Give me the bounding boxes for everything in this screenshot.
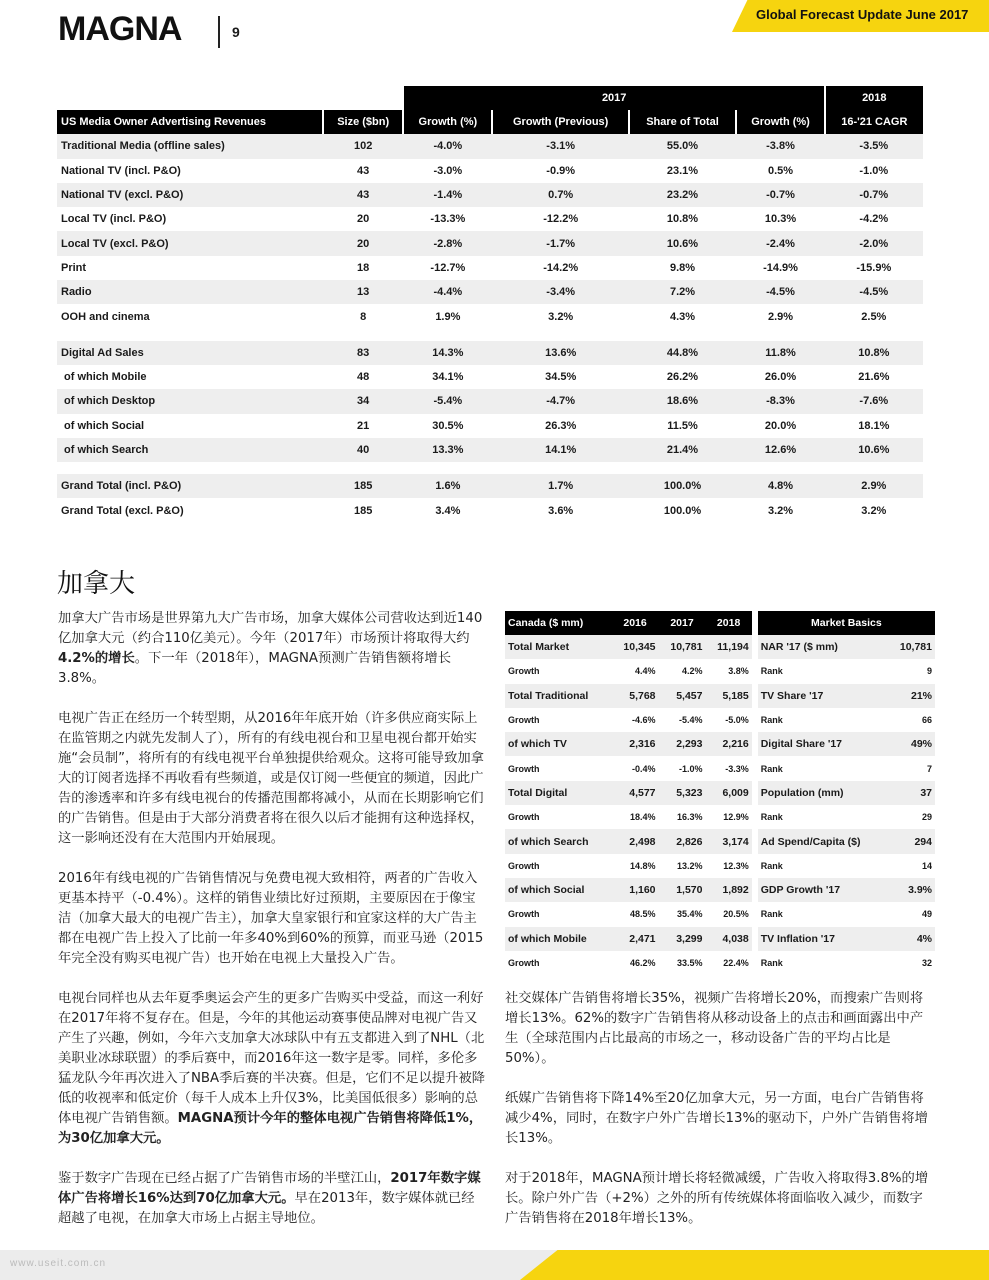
value-row	[505, 927, 935, 951]
table-cell: 23.2%	[629, 183, 736, 207]
table-cell: 3,174	[705, 829, 751, 853]
table-cell: -5.0%	[725, 715, 749, 726]
watermark: www.useit.com.cn	[10, 1258, 107, 1269]
table-cell: Grand Total (excl. P&O)	[61, 504, 184, 517]
table-cell: TV Share '17	[758, 684, 888, 708]
table-cell: 1,160	[612, 878, 659, 902]
table-cell: 100.0%	[629, 474, 736, 498]
table-cell: 29	[921, 812, 932, 823]
table-cell: Radio	[57, 280, 323, 304]
paragraph: 对于2018年，MAGNA预计增长将轻微减缓，广告收入将取得3.8%的增长。除户外广告（+2%）之外的所有传统媒体将面临收入减少，而数字广告销售将在2018年增长13%。	[505, 1171, 929, 1226]
column-header: 2018	[705, 611, 751, 635]
table-cell: -1.0%	[859, 164, 889, 177]
table-cell: -12.2%	[543, 213, 579, 226]
table-cell: 22.4%	[723, 958, 749, 968]
paragraph: 社交媒体广告销售将增长35%，视频广告将增长20%，而搜索广告则将增长13%。62%的数字广告销售将从移动设备上的点击和画面露出中产生（全球范围内占比最高的市场之一，移动设备广告的平均占比是50%）。	[505, 991, 924, 1066]
column-header: US Media Owner Advertising Revenues	[57, 110, 323, 134]
table-cell: 12.3%	[723, 860, 749, 871]
value-row	[505, 635, 935, 659]
table-cell: 3.8%	[728, 666, 749, 677]
table-cell: 3.4%	[435, 504, 461, 517]
table-cell: -5.4%	[403, 389, 492, 413]
table-cell: -1.4%	[403, 183, 492, 207]
row-gap	[57, 329, 933, 341]
document-title: Global Forecast Update June 2017	[756, 7, 969, 22]
bold-text: MAGNA预计今年的整体电视广告销售将降低1%，为30亿加拿大元。	[58, 1111, 483, 1146]
table-cell: 35.4%	[676, 909, 703, 920]
table-cell: 2.9%	[767, 310, 794, 323]
table-cell: -4.6%	[632, 715, 656, 726]
table-cell: 4.2%	[681, 666, 703, 677]
table-cell: 14.1%	[492, 438, 629, 462]
magna-logo: MAGNA	[58, 10, 182, 48]
table-cell: 18.6%	[629, 389, 736, 413]
table-cell: -1.0%	[678, 763, 703, 774]
table-cell: -0.4%	[632, 763, 656, 774]
table-cell: Rank	[760, 715, 783, 726]
table-cell: 2,216	[705, 732, 751, 756]
table-cell: 1,892	[705, 878, 751, 902]
table-cell: 13.2%	[676, 860, 703, 871]
table-cell: -4.5%	[736, 280, 825, 304]
table-cell: 4.8%	[736, 474, 825, 498]
table-cell: 10,781	[888, 635, 935, 659]
table-cell: -4.4%	[403, 280, 492, 304]
table-cell: 4.3%	[669, 310, 696, 323]
table-cell: Total Traditional	[505, 684, 612, 708]
table-cell: 13.6%	[492, 341, 629, 365]
table-cell: of which Mobile	[505, 927, 612, 951]
table-cell: -2.0%	[825, 231, 923, 255]
table-cell: 48.5%	[630, 909, 656, 920]
column-header: 16-'21 CAGR	[825, 110, 923, 134]
table-cell: -7.6%	[825, 389, 923, 413]
header-spacer	[323, 86, 403, 110]
growth-row	[505, 756, 935, 780]
header-divider	[218, 16, 220, 48]
market-basics-header: Market Basics	[758, 611, 935, 635]
table-cell: 5,323	[659, 781, 706, 805]
text-span: 电视台同样也从去年夏季奥运会产生的更多广告购买中受益，而这一利好在2017年将不复存在。但是，今年的其他运动赛事使品牌对电视广告又产生了兴趣，例如，今年六支加拿大冰球队中有五支都进入到了NHL（北美职业冰球联盟）的季后赛中，而2016年这一数字是零。同样，多伦多猛龙队今年再次进入了NBA季后赛的半决赛。但是，它们不足以提升被降低的收视率和低定价（每千人成本上升仅3%，比美国低很多）影响的总体电视广告销售额。	[58, 991, 486, 1126]
table-cell: 21.6%	[858, 371, 890, 384]
table-cell: of which Social	[64, 419, 145, 432]
text-span: 电视广告正在经历一个转型期，从2016年年底开始（许多供应商实际上在监管期之内就先发制人了），所有的有线电视台和卫星电视台都开始实施“会员制”，将所有的有线电视平台单独提供给观众。这将可能导致加拿大的订阅者选择不再收看有些频道，或是仅订阅一些便宜的频道，因此广告的渗透率和许多有线电视台的传播范围都将减小，从而在长期影响它们的广告销售。但是由于大部分消费者将在很久以后才能拥有这种选择权，这一影响还没有在大范围内开始展现。	[58, 711, 484, 846]
table-row	[57, 280, 933, 304]
table-cell: 1,570	[659, 878, 706, 902]
table-cell: of which Desktop	[57, 389, 323, 413]
table-cell: OOH and cinema	[61, 310, 150, 323]
left-text-column	[58, 609, 486, 1249]
table-cell: Ad Spend/Capita ($)	[758, 829, 888, 853]
table-cell: 46.2%	[630, 958, 656, 968]
text-span: 加拿大广告市场是世界第九大广告市场，加拿大媒体公司营收达到近140亿加拿大元（约合110亿美元）。今年（2017年）市场预计将取得大约	[58, 611, 483, 646]
table-cell: -3.4%	[492, 280, 629, 304]
value-row	[505, 829, 935, 853]
canada-table-header	[505, 611, 935, 635]
column-header: Growth (%)	[403, 110, 492, 134]
table-cell: Rank	[760, 860, 783, 871]
bold-text: 4.2%的增长	[58, 651, 135, 666]
table-cell: 5,185	[705, 684, 751, 708]
table-cell: 55.0%	[629, 134, 736, 158]
page-header	[0, 0, 989, 62]
table-cell: -3.1%	[492, 134, 629, 158]
table-cell: 12.9%	[723, 812, 749, 823]
table-cell: 3.6%	[548, 504, 574, 517]
table-cell: 1.6%	[403, 474, 492, 498]
table-cell: 3,299	[659, 927, 706, 951]
table-cell: Rank	[760, 958, 783, 968]
table-cell: 48	[357, 371, 370, 384]
table-cell: 12.6%	[736, 438, 825, 462]
table-cell: 43	[323, 183, 403, 207]
growth-row	[505, 708, 935, 732]
table-cell: 11.8%	[736, 341, 825, 365]
table-cell: 4%	[888, 927, 935, 951]
table-cell: Grand Total (incl. P&O)	[57, 474, 323, 498]
table-cell: Digital Share '17	[758, 732, 888, 756]
table-cell: 9	[926, 666, 932, 677]
table-cell: 37	[888, 781, 935, 805]
table-cell: 66	[921, 715, 932, 726]
table-cell: 10,781	[659, 635, 706, 659]
column-header: Canada ($ mm)	[505, 611, 612, 635]
table-cell: 33.5%	[676, 958, 703, 968]
column-header: Growth (Previous)	[492, 110, 629, 134]
table-cell: 4,577	[612, 781, 659, 805]
table-cell: 20	[357, 213, 370, 226]
table-cell: 7.2%	[629, 280, 736, 304]
table-cell: 10.8%	[825, 341, 923, 365]
table-row	[57, 341, 933, 365]
table-cell: -0.9%	[546, 164, 576, 177]
table-row	[57, 389, 933, 413]
table-cell: Rank	[760, 763, 783, 774]
table-cell: 2.5%	[861, 310, 887, 323]
table-cell: 21.4%	[629, 438, 736, 462]
table-cell: 43	[357, 164, 370, 177]
table-cell: -1.7%	[492, 231, 629, 255]
header-spacer	[57, 86, 323, 110]
year-2018-header: 2018	[825, 86, 923, 110]
table-cell: Rank	[760, 666, 783, 677]
table-cell: NAR '17 ($ mm)	[758, 635, 888, 659]
table-cell: 20.5%	[723, 909, 749, 920]
table-cell: 14.8%	[630, 860, 656, 871]
table-cell: -4.5%	[825, 280, 923, 304]
table-cell: -12.7%	[430, 261, 466, 274]
table-cell: -3.3%	[725, 763, 749, 774]
table-cell: 2.9%	[825, 474, 923, 498]
gap-cell	[57, 462, 923, 474]
table-cell: of which Search	[57, 438, 323, 462]
table-cell: National TV (incl. P&O)	[61, 164, 181, 177]
table-cell: 185	[353, 504, 373, 517]
table-cell: -13.3%	[430, 213, 466, 226]
table-cell: 18.1%	[858, 419, 890, 432]
table-header-columns	[57, 110, 933, 134]
table-cell: 3.2%	[767, 504, 794, 517]
text-span: 2016年有线电视的广告销售情况与免费电视大致相符，两者的广告收入更基本持平（-0.4%）。这样的销售业绩比好过预期，主要原因在于像宝洁（加拿大最大的电视广告主），加拿大皇家银行和宜家这样的大广告主都在电视广告上投入了比前一年多40%到60%的预算，而亚马逊（2015年完全没有购买电视广告）也开始在电视上大量投入广告。	[58, 871, 484, 966]
table-cell: 2,471	[612, 927, 659, 951]
growth-row	[505, 659, 935, 683]
table-cell: 2,293	[659, 732, 706, 756]
table-cell: 2,498	[612, 829, 659, 853]
table-cell: 10,345	[612, 635, 659, 659]
table-cell: Population (mm)	[758, 781, 888, 805]
column-header: Share of Total	[629, 110, 736, 134]
table-cell: Print	[61, 261, 87, 274]
table-cell: -14.9%	[763, 261, 798, 274]
table-cell: 0.7%	[492, 183, 629, 207]
table-cell: -4.2%	[859, 213, 889, 226]
table-cell: 13.3%	[403, 438, 492, 462]
column-header: 2017	[659, 611, 706, 635]
us-media-revenue-table	[57, 86, 933, 523]
table-cell: Growth	[508, 763, 540, 774]
table-row	[57, 256, 933, 280]
footer-yellow-band	[520, 1250, 989, 1280]
value-row	[505, 684, 935, 708]
table-cell: 40	[323, 438, 403, 462]
table-cell: -3.5%	[825, 134, 923, 158]
table-cell: -2.8%	[403, 231, 492, 255]
row-gap	[57, 462, 933, 474]
table-cell: of which Search	[505, 829, 612, 853]
table-cell: 10.6%	[629, 231, 736, 255]
table-cell: 8	[360, 310, 367, 323]
table-cell: Growth	[508, 909, 540, 920]
table-cell: 26.3%	[545, 419, 577, 432]
table-cell: 16.3%	[676, 812, 703, 823]
table-cell: 10.8%	[666, 213, 699, 226]
table-cell: 44.8%	[629, 341, 736, 365]
table-cell: Rank	[760, 812, 783, 823]
table-cell: 83	[323, 341, 403, 365]
table-cell: Growth	[508, 812, 540, 823]
table-row	[57, 183, 933, 207]
table-cell: 18	[357, 261, 370, 274]
table-row	[57, 438, 933, 462]
table-cell: -4.0%	[403, 134, 492, 158]
table-cell: 20.0%	[764, 419, 797, 432]
table-cell: 185	[323, 474, 403, 498]
text-span: 早在2013年，数字媒体就已经超越了电视，在加拿大市场上占据主导地位。	[58, 1191, 475, 1226]
table-cell: 9.8%	[669, 261, 696, 274]
table-cell: 3.2%	[861, 504, 887, 517]
table-cell: of which TV	[505, 732, 612, 756]
table-cell: 26.0%	[764, 371, 797, 384]
section-title: 加拿大	[57, 569, 136, 599]
paragraph	[58, 989, 486, 1149]
table-cell: 14	[921, 860, 932, 871]
table-cell: 20	[323, 231, 403, 255]
column-header: Size ($bn)	[323, 110, 403, 134]
table-cell: 34.1%	[432, 371, 464, 384]
column-header: Growth (%)	[736, 110, 825, 134]
table-cell: National TV (excl. P&O)	[57, 183, 323, 207]
table-row	[57, 414, 933, 438]
table-cell: GDP Growth '17	[758, 878, 888, 902]
table-cell: 294	[888, 829, 935, 853]
table-cell: Traditional Media (offline sales)	[57, 134, 323, 158]
table-header-years	[57, 86, 933, 110]
table-row	[57, 498, 933, 522]
table-cell: Growth	[508, 958, 540, 968]
paragraph: 纸媒广告销售将下降14%至20亿加拿大元，另一方面，电台广告销售将减少4%，同时，在数字户外广告增长13%的驱动下，户外广告销售将增长13%。	[505, 1091, 928, 1146]
table-cell: 6,009	[705, 781, 751, 805]
table-cell: 3.9%	[888, 878, 935, 902]
table-row	[57, 159, 933, 183]
table-cell: 23.1%	[666, 164, 699, 177]
growth-row	[505, 902, 935, 926]
table-cell: -2.4%	[736, 231, 825, 255]
table-cell: 32	[921, 958, 932, 968]
table-cell: -8.3%	[736, 389, 825, 413]
table-cell: of which Mobile	[64, 371, 147, 384]
table-cell: 100.0%	[663, 504, 702, 517]
table-row	[57, 365, 933, 389]
table-cell: 4.4%	[635, 666, 656, 677]
table-cell: -5.4%	[678, 715, 703, 726]
table-cell: 1.9%	[435, 310, 461, 323]
table-cell: 4,038	[705, 927, 751, 951]
table-cell: 5,457	[659, 684, 706, 708]
table-cell: 3.2%	[548, 310, 574, 323]
table-cell: 21%	[888, 684, 935, 708]
table-cell: -3.8%	[736, 134, 825, 158]
table-cell: 11,194	[705, 635, 751, 659]
value-row	[505, 781, 935, 805]
table-cell: -4.7%	[492, 389, 629, 413]
canada-market-table	[505, 611, 935, 975]
table-cell: 49	[921, 909, 932, 920]
paragraph	[58, 869, 486, 969]
table-cell: Growth	[508, 860, 540, 871]
table-row	[57, 474, 933, 498]
table-row	[57, 304, 933, 328]
table-cell: 34	[323, 389, 403, 413]
table-cell: 5,768	[612, 684, 659, 708]
table-cell: 10.6%	[825, 438, 923, 462]
table-cell: 2,826	[659, 829, 706, 853]
year-2017-header: 2017	[403, 86, 825, 110]
table-cell: -14.2%	[543, 261, 579, 274]
gap-cell	[57, 329, 923, 341]
text-span: 。下一年（2018年），MAGNA预测广告销售额将增长3.8%。	[58, 651, 451, 686]
page-number: 9	[232, 24, 240, 40]
table-cell: Growth	[508, 715, 540, 726]
table-cell: Total Market	[505, 635, 612, 659]
table-cell: 1.7%	[492, 474, 629, 498]
table-cell: 11.5%	[667, 419, 698, 432]
table-cell: 0.5%	[767, 164, 794, 177]
growth-row	[505, 805, 935, 829]
table-cell: -0.7%	[736, 183, 825, 207]
paragraph	[58, 1169, 486, 1229]
table-cell: Local TV (excl. P&O)	[57, 231, 323, 255]
table-cell: 102	[323, 134, 403, 158]
value-row	[505, 732, 935, 756]
table-cell: TV Inflation '17	[758, 927, 888, 951]
table-cell: 14.3%	[403, 341, 492, 365]
table-cell: Growth	[508, 666, 540, 677]
header-spacer	[923, 86, 933, 110]
table-cell: Rank	[760, 909, 783, 920]
table-cell: of which Social	[505, 878, 612, 902]
paragraph	[58, 709, 486, 849]
table-cell: 18.4%	[630, 812, 656, 823]
table-cell: 26.2%	[666, 371, 699, 384]
table-cell: -3.0%	[433, 164, 463, 177]
table-cell: 21	[357, 419, 370, 432]
bold-text: 2017年数字媒体广告将增长16%达到70亿加拿大元。	[58, 1171, 481, 1206]
column-header: 2016	[612, 611, 659, 635]
table-cell: 7	[926, 763, 932, 774]
table-cell: 13	[323, 280, 403, 304]
table-cell: -0.7%	[825, 183, 923, 207]
table-cell: -15.9%	[856, 261, 892, 274]
table-cell: 10.3%	[764, 213, 797, 226]
right-text-column	[505, 989, 933, 1249]
growth-row	[505, 854, 935, 878]
paragraph	[58, 609, 486, 689]
growth-row	[505, 951, 935, 975]
table-cell: 34.5%	[545, 371, 577, 384]
table-row	[57, 231, 933, 255]
text-span: 鉴于数字广告现在已经占据了广告销售市场的半壁江山，	[58, 1171, 391, 1186]
table-cell: Total Digital	[505, 781, 612, 805]
table-row	[57, 134, 933, 158]
value-row	[505, 878, 935, 902]
table-row	[57, 207, 933, 231]
table-cell: Local TV (incl. P&O)	[61, 213, 167, 226]
table-cell: Digital Ad Sales	[57, 341, 323, 365]
table-cell: 30.5%	[432, 419, 464, 432]
table-cell: 2,316	[612, 732, 659, 756]
table-cell: 49%	[888, 732, 935, 756]
